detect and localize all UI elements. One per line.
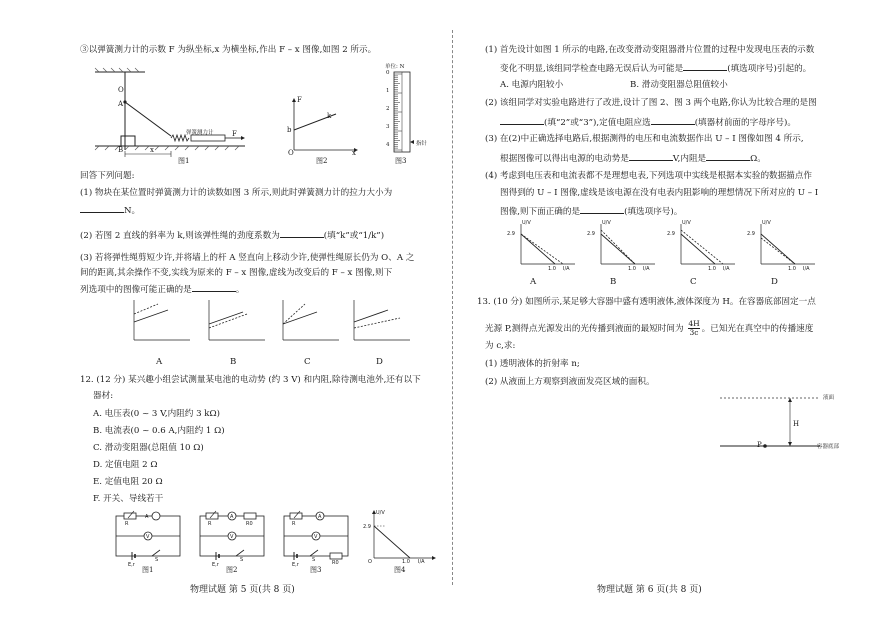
p3-line-2: 根据图像可以得出电源的电动势是 V,内阻是 Ω。: [500, 151, 766, 165]
p4-b-y-val: 2.9: [587, 231, 595, 237]
q2-text: (2) 若图 2 直线的斜率为 k,则该弹性绳的劲度系数为 (填“k”或“1/k”): [80, 228, 384, 242]
p4-c-x-label: I/A: [723, 266, 730, 272]
p4-b-y-label: U/V: [602, 220, 611, 226]
fig2-label-f: F: [297, 96, 302, 104]
equip-d: D. 定值电阻 2 Ω: [93, 460, 158, 470]
p1-line-2: 变化不明显,该组同学检查电路无误后认为可能是 (填选项序号)引起的。: [500, 61, 811, 75]
c1-label-er: E,r: [128, 562, 135, 568]
p2-line-2: (填“2”或“3”),定值电阻应选 (填器材前面的字母序号)。: [500, 115, 796, 129]
fig1-spring-label: 弹簧测力计: [186, 130, 214, 136]
p4-d-x-val: 1.0: [788, 266, 796, 272]
c3-label-r: R: [292, 521, 296, 527]
q3-line-2: 间的距离,其余操作不变,实线为原来的 F – x 图像,虚线为改变后的 F – x 图像,则下: [80, 268, 393, 278]
fig1-apparatus-diagram: [95, 64, 245, 159]
q13-line-2: 光源 P,测得点光源发出的光传播到液面的最短时间为 $\frac{4H}{3c}$ 。已知光在真空中的传播速度: [485, 319, 814, 337]
p4-option-b[interactable]: B: [610, 277, 617, 287]
p4-d-y-val: 2.9: [747, 231, 755, 237]
fig2-label-o: O: [288, 149, 294, 157]
fig3-spring-scale: [392, 72, 414, 154]
p4-graph-a: [515, 222, 577, 268]
q3-option-d[interactable]: D: [376, 357, 383, 367]
c2-label-v: V: [230, 534, 234, 540]
p4-option-d[interactable]: D: [771, 277, 778, 287]
fig1-label-x: x: [150, 146, 154, 154]
diagram-surface-label: 液面: [823, 395, 835, 401]
p4-line-1: (4) 考虑到电压表和电流表都不是理想电表,下列选项中实线是根据本实验的数据描点作: [485, 171, 813, 181]
q3-option-graph-d: [348, 298, 412, 344]
p4-c-y-label: U/V: [682, 220, 691, 226]
q12-heading-2: 器材:: [93, 391, 114, 401]
q13-line-3: 为 c,求:: [485, 341, 516, 351]
fig1-label-a: A: [118, 100, 124, 108]
q3-line-1: (3) 若将弹性绳剪短少许,并将墙上的杆 A 竖直向上移动少许,使弹性绳原长仍为 O、A 之: [80, 253, 415, 263]
q3-option-graph-a: [128, 298, 192, 344]
equip-a: A. 电压表(0 ~ 3 V,内阻约 3 kΩ): [93, 409, 220, 419]
fig4-y-label: U/V: [376, 510, 385, 516]
c3-label-r0: R0: [332, 560, 339, 566]
fig1-label-o: O: [118, 86, 124, 94]
q1-answer-line: N。: [80, 203, 140, 217]
q3-line-3: 列选项中的图像可能正确的是 。: [80, 282, 244, 296]
c2-label-r0: R0: [246, 521, 253, 527]
q1-text: (1) 物块在某位置时弹簧测力计的读数如图 3 所示,则此时弹簧测力计的拉力大小为: [80, 188, 393, 198]
p4-graph-c: [675, 222, 737, 268]
q3-option-graph-c: [277, 298, 341, 344]
fig3-unit-label: 单位: N: [385, 64, 405, 70]
q1-blank[interactable]: [80, 203, 124, 213]
c1-label-s: S: [155, 557, 159, 563]
q3-option-a[interactable]: A: [156, 357, 163, 367]
fig4-y-val: 2.9: [363, 524, 371, 530]
equip-c: C. 滑动变阻器(总阻值 10 Ω): [93, 443, 204, 453]
p4-a-y-label: U/V: [522, 220, 531, 226]
q12-heading: 12. (12 分) 某兴趣小组尝试测量某电池的电动势 (约 3 V) 和内阻,除待测电池外,还有以下: [80, 375, 421, 385]
p4-a-x-val: 1.0: [548, 266, 556, 272]
fig2-caption: 图2: [316, 157, 328, 165]
p1-line-1: (1) 首先设计如图 1 所示的电路,在改变滑动变阻器滑片位置的过程中发现电压表的示数: [485, 45, 815, 55]
p4-option-a[interactable]: A: [530, 277, 537, 287]
equip-e: E. 定值电阻 20 Ω: [93, 477, 163, 487]
p2-blank-1[interactable]: [500, 115, 544, 125]
fig1-caption: 图1: [178, 157, 190, 165]
p4-graph-b: [595, 222, 657, 268]
left-footer: 物理试题 第 5 页(共 8 页): [190, 585, 295, 595]
fig3-pointer-label: 指针: [416, 141, 428, 147]
q3-option-c[interactable]: C: [304, 357, 311, 367]
circuit-caption-3: 图3: [310, 566, 322, 574]
fig4-x-val: 1.0: [402, 559, 410, 565]
c1-label-v: V: [146, 534, 150, 540]
right-footer: 物理试题 第 6 页(共 8 页): [597, 585, 702, 595]
diagram-h-label: H: [793, 420, 800, 428]
fig2-f-x-graph: [288, 100, 358, 155]
p4-line-3: 图像,则下面正确的是 (填选项序号)。: [500, 204, 682, 218]
equip-f: F. 开关、导线若干: [93, 494, 164, 504]
p4-c-y-val: 2.9: [667, 231, 675, 237]
q13-line-1: 13. (10 分) 如图所示,某足够大容器中盛有透明液体,液体深度为 H。在容器底部固定一点: [477, 297, 816, 307]
c3-label-er: E,r: [292, 562, 299, 568]
c2-label-s: S: [240, 557, 244, 563]
p3-blank-r[interactable]: [706, 151, 750, 161]
fig3-tick-2: 2: [386, 106, 390, 112]
p3-line-1: (3) 在(2)中正确选择电路后,根据测得的电压和电流数据作出 U – I 图像如图 4 所示,: [485, 134, 804, 144]
c2-label-a: A: [230, 514, 234, 520]
c3-label-a: A: [318, 514, 322, 520]
q2-blank[interactable]: [280, 228, 324, 238]
p4-d-x-label: I/A: [803, 266, 810, 272]
circuit-caption-1: 图1: [142, 566, 154, 574]
c3-label-v: V: [314, 534, 318, 540]
fig3-tick-4: 4: [386, 142, 390, 148]
fig2-label-k: k: [327, 112, 332, 120]
p4-b-x-val: 1.0: [628, 266, 636, 272]
fig3-tick-1: 1: [386, 88, 390, 94]
q13-fraction: $\frac{4H}{3c}$: [688, 319, 700, 337]
fig3-tick-3: 3: [386, 124, 390, 130]
fig2-label-b: b: [287, 126, 292, 134]
c2-label-r: R: [208, 521, 212, 527]
answer-prompt: 回答下列问题:: [80, 171, 135, 181]
p4-c-x-val: 1.0: [708, 266, 716, 272]
p2-line-1: (2) 该组同学对实验电路进行了改进,设计了图 2、图 3 两个电路,你认为比较合理的是图: [485, 98, 817, 108]
p4-line-2: 图得到的 U – I 图像,虚线是该电源在没有电表内阻影响的理想情况下所对应的 U – I: [500, 188, 819, 198]
fig4-x-label: I/A: [418, 559, 425, 565]
q13-sub-2: (2) 从液面上方观察到液面发亮区域的面积。: [485, 377, 655, 387]
fig3-caption: 图3: [395, 157, 407, 165]
q3-option-graph-b: [203, 298, 267, 344]
p4-option-c[interactable]: C: [690, 277, 697, 287]
fig3-tick-0: 0: [386, 70, 390, 76]
circuit-caption-2: 图2: [226, 566, 238, 574]
p4-a-x-label: I/A: [563, 266, 570, 272]
p4-a-y-val: 2.9: [507, 231, 515, 237]
c2-label-er: E,r: [212, 562, 219, 568]
fig2-label-x: x: [352, 149, 356, 157]
p1-option-a: A. 电源内阻较小: [500, 80, 564, 90]
q13-sub-1: (1) 透明液体的折射率 n;: [485, 359, 580, 369]
c3-label-s: S: [312, 557, 316, 563]
p4-d-y-label: U/V: [762, 220, 771, 226]
p4-graph-d: [755, 222, 817, 268]
equip-b: B. 电流表(0 ~ 0.6 A,内阻约 1 Ω): [93, 426, 225, 436]
intro-line: ③以弹簧测力计的示数 F 为纵坐标,x 为横坐标,作出 F – x 图像,如图 2 所示。: [80, 45, 377, 55]
right-page: [455, 0, 870, 630]
q3-option-b[interactable]: B: [230, 357, 237, 367]
page-divider: [452, 30, 454, 585]
p4-b-x-label: I/A: [643, 266, 650, 272]
fig4-caption: 图4: [394, 566, 406, 574]
fig4-u-i-graph: [366, 512, 436, 564]
c1-label-r: R: [125, 521, 129, 527]
p2-blank-2[interactable]: [651, 115, 695, 125]
q3-blank[interactable]: [192, 282, 236, 292]
diagram-bottom-label: 容器底部: [817, 444, 840, 450]
p1-blank[interactable]: [683, 61, 727, 71]
c1-label-a: A: [145, 514, 149, 520]
p3-blank-emf[interactable]: [629, 151, 673, 161]
fig4-origin: O: [368, 559, 372, 565]
p4-blank[interactable]: [580, 204, 624, 214]
fig1-label-b: B: [118, 146, 124, 154]
p1-option-b: B. 滑动变阻器总阻值较小: [630, 80, 728, 90]
fig1-label-f: F: [232, 130, 237, 138]
diagram-p-label: P: [757, 441, 762, 449]
